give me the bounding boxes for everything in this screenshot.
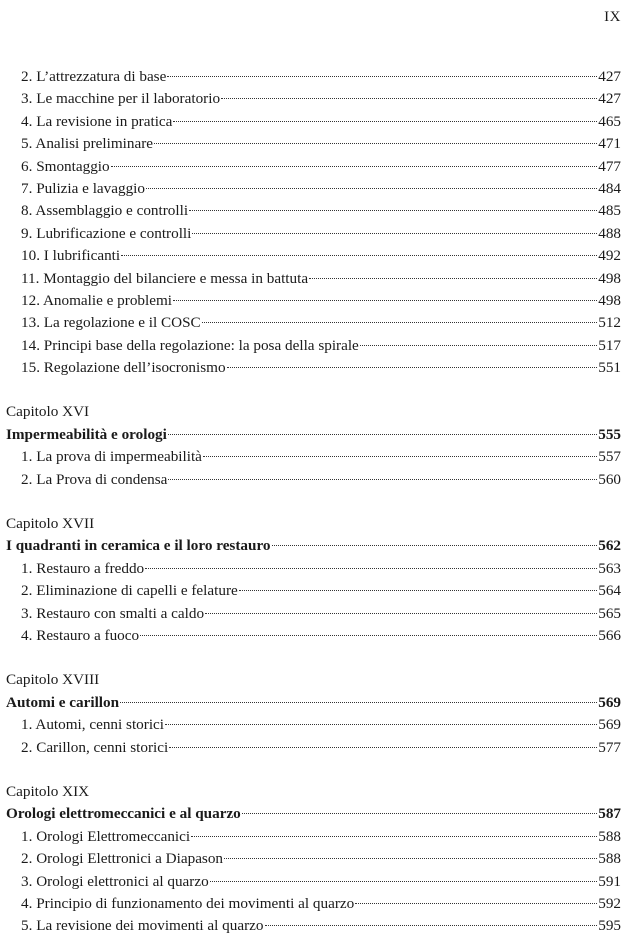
toc-entry-page: 564 xyxy=(598,582,621,600)
toc-entry-label: 5. Analisi preliminare xyxy=(21,135,154,153)
toc-entry-label: 3. Le macchine per il laboratorio xyxy=(21,90,221,108)
dot-leader xyxy=(167,76,597,77)
toc-entry-label: 13. La regolazione e il COSC xyxy=(21,314,201,332)
toc-entry-page: 595 xyxy=(598,917,621,935)
dot-leader xyxy=(265,925,598,926)
toc-entry[interactable] xyxy=(0,469,635,491)
dot-leader xyxy=(165,724,597,725)
toc-entry-label: 1. Automi, cenni storici xyxy=(21,716,164,734)
toc-entry[interactable] xyxy=(0,200,635,222)
toc-entry[interactable] xyxy=(0,826,635,848)
toc-entry[interactable] xyxy=(0,156,635,178)
toc-entry-label: 1. Orologi Elettromeccanici xyxy=(21,827,191,845)
toc-entry-page: 563 xyxy=(598,559,621,577)
dot-leader xyxy=(355,903,597,904)
table-of-contents xyxy=(0,66,635,938)
toc-entry-page: 565 xyxy=(598,604,621,622)
dot-leader xyxy=(239,590,597,591)
toc-entry-page: 484 xyxy=(598,179,621,197)
dot-leader xyxy=(169,747,597,748)
toc-entry[interactable] xyxy=(0,88,635,110)
chapter-title-entry[interactable] xyxy=(0,424,635,446)
toc-entry-label: 2. La Prova di condensa xyxy=(21,470,168,488)
page-number: IX xyxy=(604,9,621,25)
chapter-title: Impermeabilità e orologi xyxy=(6,425,167,443)
dot-leader xyxy=(202,322,598,323)
dot-leader xyxy=(191,836,597,837)
toc-entry[interactable] xyxy=(0,580,635,602)
chapter-title-page: 555 xyxy=(598,425,621,443)
dot-leader xyxy=(224,858,597,859)
chapter-title-entry[interactable] xyxy=(0,535,635,557)
dot-leader xyxy=(140,635,597,636)
dot-leader xyxy=(173,300,597,301)
dot-leader xyxy=(111,166,598,167)
chapter-title-page: 587 xyxy=(598,805,621,823)
toc-entry-page: 577 xyxy=(598,738,621,756)
toc-entry-label: 4. Principio di funzionamento dei movimenti al quarzo xyxy=(21,894,355,912)
toc-entry-label: 4. La revisione in pratica xyxy=(21,112,173,130)
chapter-title: I quadranti in ceramica e il loro restauro xyxy=(6,537,271,555)
toc-entry-label: 7. Pulizia e lavaggio xyxy=(21,179,145,197)
dot-leader xyxy=(168,434,597,435)
toc-entry[interactable] xyxy=(0,603,635,625)
dot-leader xyxy=(173,121,597,122)
toc-entry-page: 560 xyxy=(598,470,621,488)
dot-leader xyxy=(221,98,597,99)
toc-entry-page: 427 xyxy=(598,68,621,85)
toc-entry-page: 512 xyxy=(598,314,621,332)
dot-leader xyxy=(242,813,597,814)
dot-leader xyxy=(120,702,597,703)
toc-entry-page: 566 xyxy=(598,626,621,644)
toc-entry-page: 488 xyxy=(598,224,621,242)
toc-entry[interactable] xyxy=(0,178,635,200)
dot-leader xyxy=(360,345,597,346)
dot-leader xyxy=(210,881,598,882)
chapter-title-page: 562 xyxy=(598,537,621,555)
dot-leader xyxy=(203,456,597,457)
toc-entry[interactable] xyxy=(0,66,635,88)
toc-entry[interactable] xyxy=(0,625,635,647)
dot-leader xyxy=(309,278,597,279)
toc-entry[interactable] xyxy=(0,871,635,893)
dot-leader xyxy=(205,613,597,614)
continuation-section-list xyxy=(0,66,635,379)
dot-leader xyxy=(272,545,598,546)
toc-entry[interactable] xyxy=(0,245,635,267)
toc-entry-label: 2. L’attrezzatura di base xyxy=(21,68,167,85)
chapter-heading: Capitolo XVIII xyxy=(6,671,100,689)
toc-entry-page: 591 xyxy=(598,872,621,890)
dot-leader xyxy=(121,255,597,256)
toc-entry-page: 569 xyxy=(598,716,621,734)
toc-entry[interactable] xyxy=(0,848,635,870)
toc-entry-page: 492 xyxy=(598,247,621,265)
chapter-title-page: 569 xyxy=(598,693,621,711)
toc-entry-label: 4. Restauro a fuoco xyxy=(21,626,140,644)
toc-entry-label: 1. Restauro a freddo xyxy=(21,559,145,577)
chapter-heading: Capitolo XVI xyxy=(6,403,90,421)
dot-leader xyxy=(146,188,597,189)
toc-entry[interactable] xyxy=(0,111,635,133)
chapter-title-entry[interactable] xyxy=(0,803,635,825)
toc-entry-label: 3. Restauro con smalti a caldo xyxy=(21,604,205,622)
chapter-title: Orologi elettromeccanici e al quarzo xyxy=(6,805,241,823)
chapter-block xyxy=(0,513,635,647)
chapter-block xyxy=(0,401,635,491)
toc-entry-page: 588 xyxy=(598,850,621,868)
toc-entry-page: 498 xyxy=(598,291,621,309)
chapter-heading: Capitolo XIX xyxy=(6,782,90,800)
dot-leader xyxy=(145,568,597,569)
toc-entry-label: 9. Lubrificazione e controlli xyxy=(21,224,192,242)
toc-entry[interactable] xyxy=(0,335,635,357)
toc-entry[interactable] xyxy=(0,133,635,155)
toc-entry-page: 427 xyxy=(598,90,621,108)
toc-entry-page: 551 xyxy=(598,359,621,377)
toc-entry[interactable] xyxy=(0,446,635,468)
toc-entry-label: 3. Orologi elettronici al quarzo xyxy=(21,872,209,890)
toc-entry-page: 588 xyxy=(598,827,621,845)
chapter-block xyxy=(0,669,635,759)
dot-leader xyxy=(227,367,598,368)
toc-entry-label: 5. La revisione dei movimenti al quarzo xyxy=(21,917,264,935)
toc-entry[interactable] xyxy=(0,714,635,736)
dot-leader xyxy=(192,233,597,234)
toc-entry-page: 498 xyxy=(598,269,621,287)
toc-entry-label: 6. Smontaggio xyxy=(21,157,110,175)
toc-entry[interactable] xyxy=(0,357,635,379)
toc-entry-label: 14. Principi base della regolazione: la posa della spirale xyxy=(21,336,359,354)
chapter-title-entry[interactable] xyxy=(0,692,635,714)
toc-entry[interactable] xyxy=(0,268,635,290)
toc-entry-page: 592 xyxy=(598,894,621,912)
toc-entry-page: 517 xyxy=(598,336,621,354)
chapter-block xyxy=(0,781,635,938)
toc-entry[interactable] xyxy=(0,312,635,334)
toc-entry[interactable] xyxy=(0,737,635,759)
toc-entry[interactable] xyxy=(0,915,635,937)
toc-entry[interactable] xyxy=(0,893,635,915)
dot-leader xyxy=(189,210,597,211)
toc-entry-label: 1. La prova di impermeabilità xyxy=(21,448,202,466)
chapter-title: Automi e carillon xyxy=(6,693,120,711)
chapter-heading: Capitolo XVII xyxy=(6,515,95,533)
toc-entry-label: 2. Eliminazione di capelli e felature xyxy=(21,582,238,600)
toc-entry-label: 2. Carillon, cenni storici xyxy=(21,738,169,756)
toc-entry-label: 15. Regolazione dell’isocronismo xyxy=(21,359,226,377)
toc-entry-page: 485 xyxy=(598,202,621,220)
toc-entry-page: 465 xyxy=(598,112,621,130)
toc-entry-label: 8. Assemblaggio e controlli xyxy=(21,202,189,220)
toc-entry-page: 557 xyxy=(598,448,621,466)
dot-leader xyxy=(154,143,597,144)
toc-entry[interactable] xyxy=(0,290,635,312)
toc-entry-page: 477 xyxy=(598,157,621,175)
toc-entry-label: 2. Orologi Elettronici a Diapason xyxy=(21,850,224,868)
toc-entry[interactable] xyxy=(0,558,635,580)
toc-entry-label: 11. Montaggio del bilanciere e messa in battuta xyxy=(21,269,309,287)
toc-entry-label: 12. Anomalie e problemi xyxy=(21,291,172,309)
dot-leader xyxy=(168,479,597,480)
toc-entry-label: 10. I lubrificanti xyxy=(21,247,121,265)
toc-entry-page: 471 xyxy=(598,135,621,153)
toc-entry[interactable] xyxy=(0,223,635,245)
